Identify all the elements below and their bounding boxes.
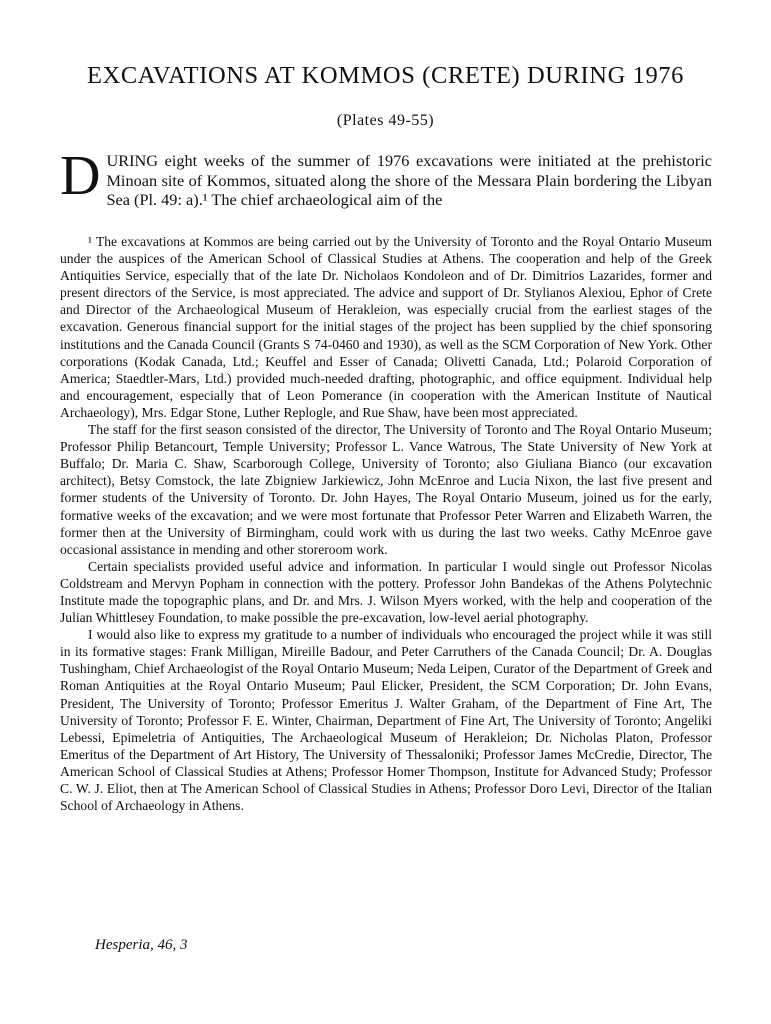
article-title: EXCAVATIONS AT KOMMOS (CRETE) DURING 1976 <box>87 62 684 89</box>
footnote-paragraph-2: The staff for the first season consisted of the director, The University of Toronto and The Royal Ontario Museum; Professor Philip Betancourt, Temple University; Professor L. Vance Watrous, The State University of New York at Buffalo; Dr. Maria C. Shaw, Scarborough College, University of Toronto; also Giuliana Bianco (our excavation architect), Betsy Comstock, the late Zbigniew Jarkiewicz, John McEnroe and Lucia Nixon, the last five present and former students of the University of Toronto. Dr. John Hayes, The Royal Ontario Museum, joined us for the early, formative weeks of the excavation; and we were most fortunate that Professor Peter Warren and Elizabeth Warren, the former then at the University of Birmingham, could work with us during the last two weeks. Cathy McEnroe gave occasional assistance in mending and other storeroom work. <box>60 422 712 557</box>
intro-text: URING eight weeks of the summer of 1976 excavations were initiated at the prehistoric Minoan site of Kommos, situated along the shore of the Messara Plain bordering the Libyan Sea (Pl. 49: a).¹ The chief archaeological aim of the <box>106 151 712 209</box>
plates-reference: (Plates 49-55) <box>336 112 435 129</box>
footnote-block <box>60 233 712 814</box>
journal-citation: Hesperia, 46, 3 <box>95 937 188 953</box>
intro-paragraph <box>60 145 712 210</box>
drop-cap: D <box>60 145 101 207</box>
footnote-paragraph-3: Certain specialists provided useful advice and information. In particular I would single out Professor Nicolas Coldstream and Mervyn Popham in connection with the pottery. Professor John Bandekas of the Athens Polytechnic Institute made the topographic plans, and Dr. and Mrs. J. Wilson Myers worked, with the help and cooperation of the Julian Whittlesey Foundation, to make possible the pre-excavation, low-level aerial photography. <box>60 558 712 626</box>
footnote-paragraph-4: I would also like to express my gratitude to a number of individuals who encouraged the project while it was still in its formative stages: Frank Milligan, Mireille Badour, and Peter Carruthers of the Canada Council; Dr. A. Douglas Tushingham, Chief Archaeologist of the Royal Ontario Museum; Neda Leipen, Curator of the Department of Greek and Roman Antiquities at the Royal Ontario Museum; Paul Elicker, President, the SCM Corporation; Dr. John Evans, President, The University of Toronto; Professor Emeritus J. Walter Graham, of the Department of Fine Art, The University of Toronto; Professor F. E. Winter, Chairman, Department of Fine Art, The University of Toronto; Angeliki Lebessi, Epimeletria of Antiquities, The Archaeological Museum of Herakleion; Dr. Nicholas Platon, Professor Emeritus of the Department of Art History, The University of Thessaloniki; Professor James McCredie, Director, The American School of Classical Studies at Athens; Professor Homer Thompson, Institute for Advanced Study; Professor C. W. J. Eliot, then at The American School of Classical Studies in Athens; Professor Doro Levi, Director of the Italian School of Archaeology in Athens. <box>60 627 712 814</box>
footnote-paragraph-1: ¹ The excavations at Kommos are being carried out by the University of Toronto and the Royal Ontario Museum under the auspices of the American School of Classical Studies at Athens. The cooperation and help of the Greek Antiquities Service, especially that of the late Dr. Nicholaos Kondoleon and of Dr. Dimitrios Lazarides, former and present directors of the Service, is most appreciated. The advice and support of Dr. Stylianos Alexiou, Ephor of Crete and Director of the Archaeological Museum of Herakleion, was especially crucial from the earliest stages of the excavation. Generous financial support for the initial stages of the project has been supplied by the chief sponsoring institutions and the Canada Council (Grants S 74-0460 and 1930), as well as the SCM Corporation of New York. Other corporations (Kodak Canada, Ltd.; Keuffel and Esser of Canada; Olivetti Canada, Ltd.; Polaroid Corporation of America; Staedtler-Mars, Ltd.) provided much-needed drafting, photographic, and office equipment. Individual help and encouragement, especially that of Leon Pomerance (in cooperation with the American Institute of Nautical Archaeology), Mrs. Edgar Stone, Luther Replogle, and Rue Shaw, have been most appreciated. <box>60 234 712 420</box>
